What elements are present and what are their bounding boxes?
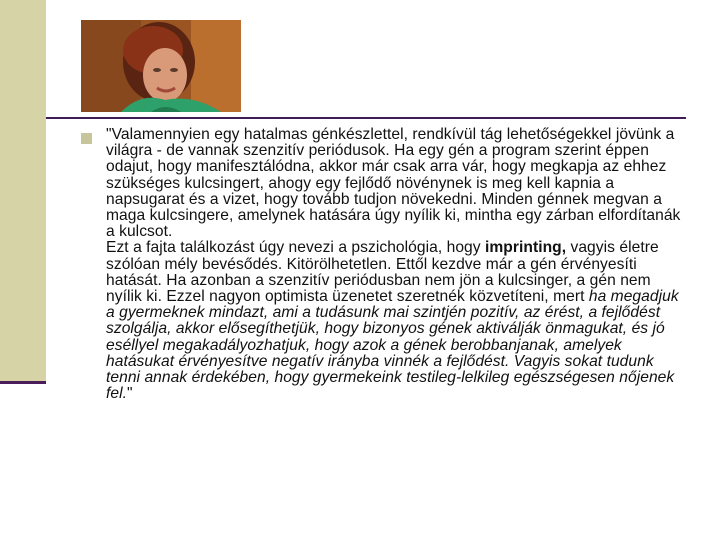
- quote-text: [106, 127, 681, 402]
- left-band-edge: [0, 381, 46, 384]
- quote-paragraph-2: [106, 240, 681, 402]
- left-decorative-band: [0, 0, 46, 381]
- quote-paragraph-1: "Valamennyien egy hatalmas génkészlettel, rendkívül tág lehetőségekkel jövünk a világra - de vannak szenzitív periódusok. Ha egy gén a program szerint éppen odajut, hogy manifesztálódna, akkor már csak arra vár, hogy megkapja az ehhez szükséges kulcsingert, ahogy egy fejlődő növénynek is meg kell kapnia a napsugarat és a vizet, hogy tovább tudjon növekedni. Minden génnek megvan a maga kulcsingere, amelynek hatására úgy nyílik ki, mintha egy zárban elfordítanák a kulcsot.: [106, 126, 681, 241]
- title-divider-line: [46, 117, 686, 119]
- imprinting-term: imprinting,: [485, 239, 567, 257]
- paragraph-2-body: vagyis életre szólóan mély bevésődés. Kitörölhetetlen. Ettől kezdve már a gén érvényesíti hatását. Ha azonban a szenzitív periódusban nem jön a kulcsinger, a gén nem nyílik ki. Ezzel nagyon optimista üzenetet szeretnék közvetíteni, mert: [106, 239, 659, 306]
- portrait-photo: [81, 20, 241, 112]
- paragraph-2-lead: Ezt a fajta találkozást úgy nevezi a pszichológia, hogy: [106, 239, 485, 257]
- paragraph-2-italic-message: ha megadjuk a gyermeknek mindazt, ami a tudásunk mai szintjén pozitív, az érést, a fejlődést szolgálja, akkor elősegíthetjük, hogy bizonyos gének aktiválják önmagukat, és jó eséllyel megakadályozhatjuk, hogy azok a gének berobbanjanak, amelyek hatásukat érvényesítve negatív irányba vinnék a fejlődést. Vagyis sokat tudunk tenni annak érdekében, hogy gyermekeink testileg-lelkileg egészségesen nőjenek fel.: [106, 288, 679, 403]
- square-bullet-icon: [81, 133, 92, 144]
- portrait-photo-icon: [81, 20, 241, 112]
- closing-quote: ": [127, 385, 133, 403]
- quote-block: [81, 127, 681, 402]
